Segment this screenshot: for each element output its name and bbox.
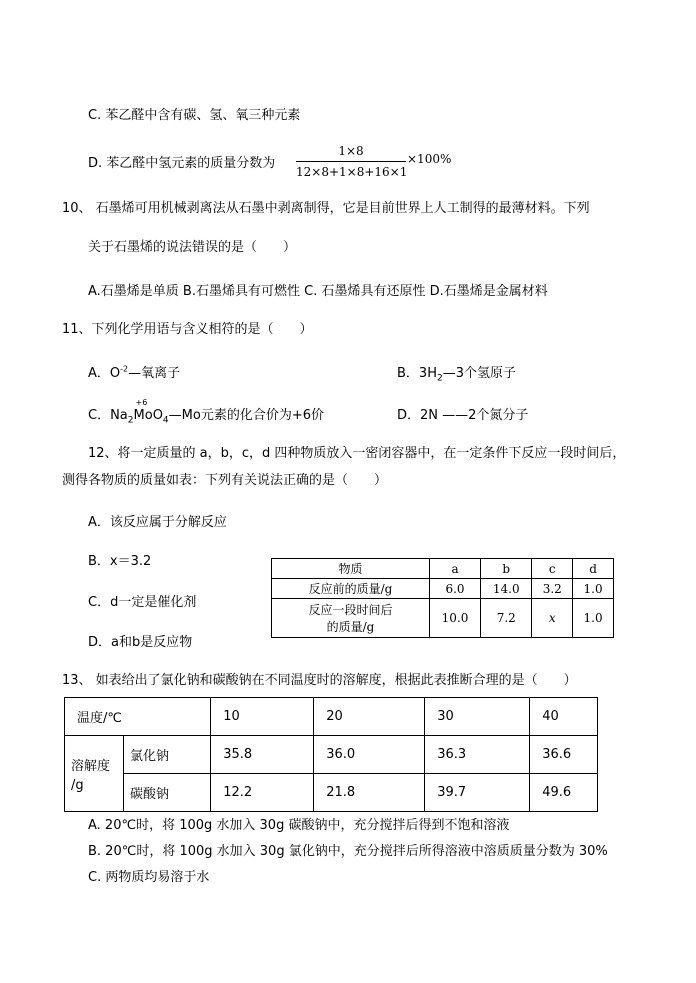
q11-option-b: B．$3H_2—3$个氢原子 — [397, 366, 516, 384]
q13-option-b: B. 20℃时，将 100g 水加入 30g 氯化钠中，充分搅拌后所得溶液中溶质质量分数为 30% — [88, 844, 608, 859]
q9-option-c: C. 苯乙醛中含有碳、氢、氧三种元素 — [88, 108, 301, 123]
table-cell: a — [429, 559, 480, 579]
table-cell: 39.7 — [425, 774, 530, 812]
table-cell: 7.2 — [481, 599, 532, 638]
table-cell: 20 — [314, 698, 425, 736]
table-cell: 40 — [530, 698, 598, 736]
table-cell: 35.8 — [211, 736, 314, 774]
cell-line: 溶解度 — [71, 758, 111, 774]
table-cell: 36.0 — [314, 736, 425, 774]
q12-mass-table — [271, 558, 614, 638]
table-cell: 30 — [425, 698, 530, 736]
table-cell: 1.0 — [573, 579, 614, 599]
table-cell: 14.0 — [481, 579, 532, 599]
table-cell: 12.2 — [211, 774, 314, 812]
cell-line: 的质量/g — [326, 620, 375, 634]
q12-stem-line2: 测得各物质的质量如表：下列有关说法正确的是（ ） — [62, 473, 388, 488]
table-row — [65, 774, 598, 812]
q13-stem: 13、 如表给出了氯化钠和碳酸钠在不同温度时的溶解度，根据此表推断合理的是（ ） — [62, 673, 577, 688]
table-row — [65, 736, 598, 774]
cell-line: 反应一段时间后 — [308, 603, 393, 617]
table-cell: 物质 — [272, 559, 430, 579]
table-cell: 反应前的质量/g — [272, 579, 430, 599]
table-cell: d — [573, 559, 614, 579]
fraction-denominator: 12×8+1×8+16×1 — [296, 165, 408, 179]
q11-stem: 11、下列化学用语与含义相符的是（ ） — [62, 322, 313, 337]
table-cell: x — [532, 599, 573, 638]
fraction-bar — [296, 161, 406, 162]
table-cell: 10.0 — [429, 599, 480, 638]
table-header-row — [272, 559, 614, 579]
fraction-numerator: 1×8 — [338, 144, 364, 158]
q9-option-d-prefix: D. 苯乙醛中氢元素的质量分数为 — [88, 156, 276, 171]
q13-option-a: A. 20℃时，将 100g 水加入 30g 碳酸钠中，充分搅拌后得到不饱和溶液 — [88, 818, 510, 833]
q12-option-b: B．x＝3.2 — [88, 554, 152, 569]
q11-option-d: D．2N ——2个氮分子 — [397, 408, 529, 423]
table-cell: b — [481, 559, 532, 579]
q12-option-d: D．a和b是反应物 — [88, 635, 193, 650]
q10-stem-line2: 关于石墨烯的说法错误的是（ ） — [88, 240, 297, 255]
q12-stem-line1: 12、将一定质量的 a，b，c，d 四种物质放入一密闭容器中，在一定条件下反应一段时间后， — [88, 446, 626, 461]
table-cell: 10 — [211, 698, 314, 736]
q9-fraction — [296, 143, 406, 180]
table-cell — [272, 599, 430, 638]
table-cell: 6.0 — [429, 579, 480, 599]
table-cell: 3.2 — [532, 579, 573, 599]
q13-option-c: C. 两物质均易溶于水 — [88, 870, 210, 885]
table-cell: c — [532, 559, 573, 579]
q10-stem-line1: 10、 石墨烯可用机械剥离法从石墨中剥离制得，它是目前世界上人工制得的最薄材料。下列 — [62, 201, 590, 216]
q11-option-c: C．$Na_2$ +6 MoO$_4$—Mo元素的化合价为+6价 — [88, 398, 324, 426]
table-cell: 36.3 — [425, 736, 530, 774]
table-cell: 36.6 — [530, 736, 598, 774]
table-cell: 1.0 — [573, 599, 614, 638]
table-cell: 温度/℃ — [65, 698, 211, 736]
q13-solubility-table — [64, 697, 598, 812]
q9-option-d-suffix: ×100% — [407, 152, 452, 166]
table-header-row — [65, 698, 598, 736]
table-row — [272, 579, 614, 599]
q12-option-c: C．d一定是催化剂 — [88, 595, 197, 610]
table-cell: 氯化钠 — [124, 736, 211, 774]
q10-options: A.石墨烯是单质 B.石墨烯具有可燃性 C. 石墨烯具有还原性 D.石墨烯是金属材料 — [88, 284, 548, 299]
cell-line: /g — [71, 777, 84, 793]
q11-option-a: A．$O^{-2}—$氧离子 — [88, 364, 181, 381]
table-cell — [65, 736, 124, 812]
table-row — [272, 599, 614, 638]
q12-option-a: A．该反应属于分解反应 — [88, 515, 227, 530]
table-cell: 49.6 — [530, 774, 598, 812]
table-cell: 碳酸钠 — [124, 774, 211, 812]
table-cell: 21.8 — [314, 774, 425, 812]
